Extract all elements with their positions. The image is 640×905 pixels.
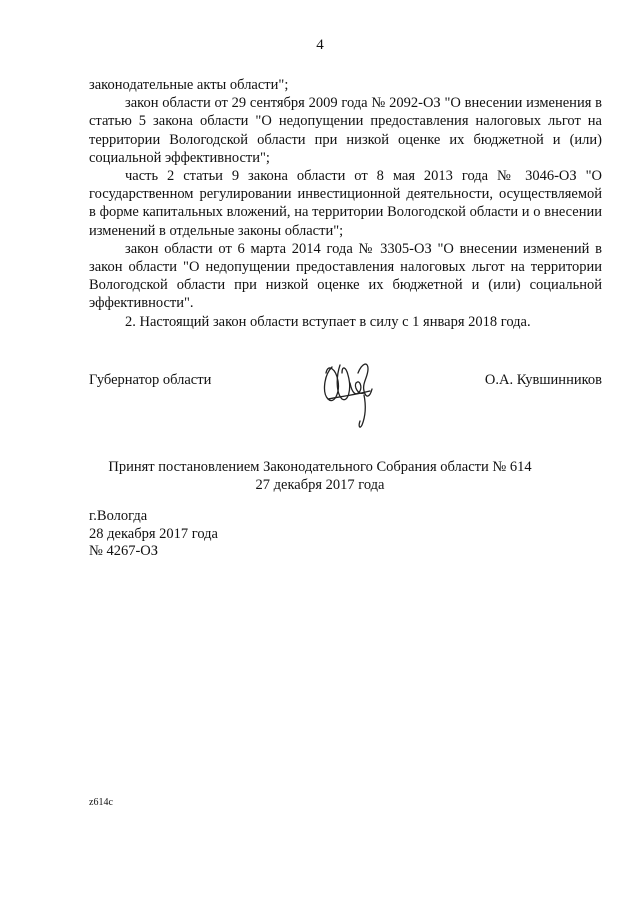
paragraph-continuation: законодательные акты области"; [89, 77, 289, 93]
adoption-info [0, 458, 640, 494]
document-code: z614c [89, 797, 113, 808]
handwritten-signature [318, 353, 380, 433]
governor-title: Губернатор области [89, 372, 212, 388]
place-date-number [89, 508, 218, 561]
law-number: № 4267-ОЗ [89, 543, 159, 560]
paragraph-law-3046: часть 2 статьи 9 закона области от 8 мая 2013 года № 3046-ОЗ "О государственном регулировании инвестиционной деятельности, осуществляемой в форме капитальных вложений, на территории Вологодской области и о внесении изменений в отдельные законы области"; [89, 168, 602, 239]
city: г.Вологда [89, 508, 148, 524]
signing-date: 28 декабря 2017 года [89, 525, 218, 542]
adoption-date: 27 декабря 2017 года [255, 477, 385, 493]
law-body-text [89, 76, 602, 331]
paragraph-law-3305: закон области от 6 марта 2014 года № 3305-ОЗ "О внесении изменений в закон области "О недопущении предоставления налоговых льгот на территории Вологодской области при низкой оценке их бюджетной и (или) социальной эффективности". [89, 240, 602, 312]
paragraph-effective-date: 2. Настоящий закон области вступает в силу с 1 января 2018 года. [125, 313, 531, 330]
page-number: 4 [316, 37, 324, 53]
governor-name: О.А. Кувшинников [484, 372, 602, 388]
paragraph-law-2092: закон области от 29 сентября 2009 года № 2092-ОЗ "О внесении изменения в статью 5 закона области "О недопущении предоставления налоговых льгот на территории Вологодской области при низкой оценке их бюджетной и (или) социальной эффективности"; [89, 95, 602, 166]
adoption-resolution: Принят постановлением Законодательного Собрания области № 614 [108, 459, 532, 475]
